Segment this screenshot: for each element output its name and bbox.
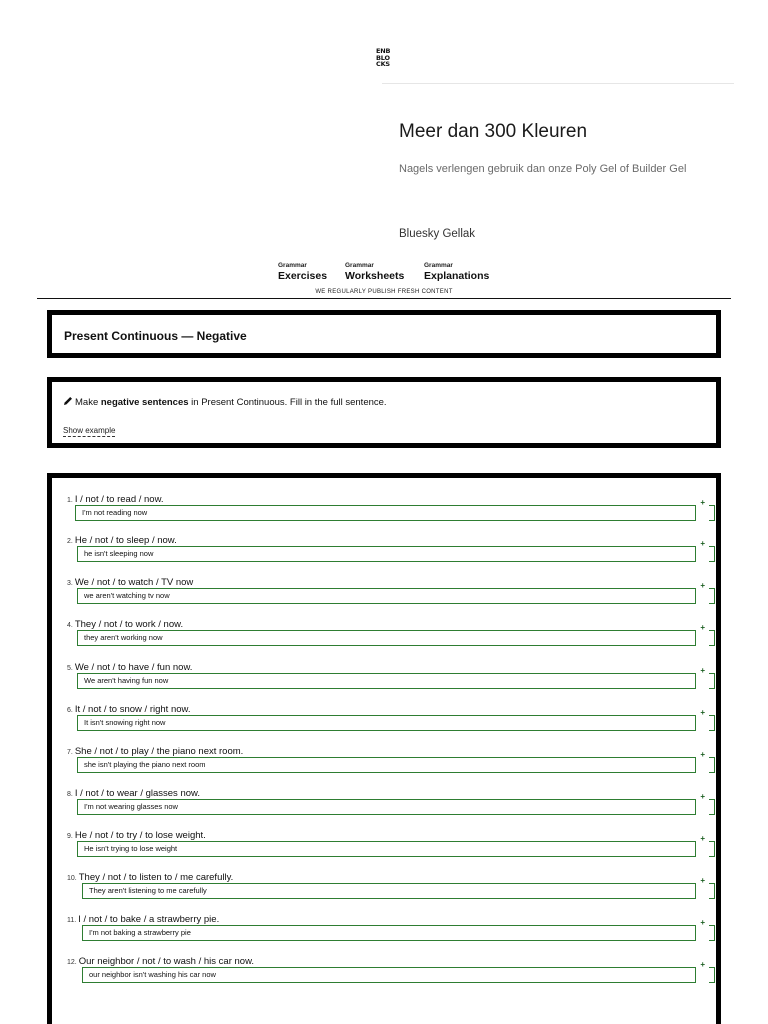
question-text: She / not / to play / the piano next room. <box>74 746 244 757</box>
question-text: I / not / to bake / a strawberry pie. <box>78 914 220 925</box>
instructions-prefix: Make <box>75 397 101 408</box>
page-title: Present Continuous — Negative <box>64 329 247 343</box>
answer-field[interactable]: I'm not wearing glasses now <box>77 799 696 815</box>
question-row <box>62 872 712 902</box>
logo-line: CKS <box>376 60 390 68</box>
question-row <box>62 788 712 818</box>
answer-field[interactable]: I'm not baking a strawberry pie <box>82 925 696 941</box>
site-logo[interactable] <box>376 48 396 68</box>
question-number: 4. <box>67 622 73 629</box>
question-row <box>62 746 712 776</box>
question-row <box>62 662 712 692</box>
plus-icon[interactable]: + <box>700 498 705 507</box>
field-bracket <box>709 757 715 773</box>
plus-icon[interactable]: + <box>700 708 705 717</box>
question-text: We / not / to have / fun now. <box>74 662 193 673</box>
field-bracket <box>709 673 715 689</box>
question-text: Our neighbor / not / to wash / his car now. <box>78 956 255 967</box>
instructions-box <box>47 377 721 448</box>
question-row <box>62 830 712 860</box>
field-bracket <box>709 841 715 857</box>
question-row <box>62 619 712 649</box>
plus-icon[interactable]: + <box>700 539 705 548</box>
nav-item-small-label: Grammar <box>424 262 453 269</box>
nav-item-worksheets[interactable] <box>345 262 404 282</box>
question-row <box>62 956 712 986</box>
field-bracket <box>709 505 715 521</box>
question-prompt <box>67 704 191 715</box>
answer-field[interactable]: They aren't listening to me carefully <box>82 883 696 899</box>
plus-icon[interactable]: + <box>700 792 705 801</box>
nav-item-label: Explanations <box>424 270 490 282</box>
question-number: 1. <box>67 497 73 504</box>
question-prompt <box>67 788 200 799</box>
field-bracket <box>709 546 715 562</box>
answer-field[interactable]: We aren't having fun now <box>77 673 696 689</box>
answer-field[interactable]: He isn't trying to lose weight <box>77 841 696 857</box>
question-number: 3. <box>67 580 73 587</box>
header-divider <box>37 298 731 299</box>
nav-item-exercises[interactable] <box>278 262 327 282</box>
ad-subtitle[interactable]: Nagels verlengen gebruik dan onze Poly Gel of Builder Gel <box>399 163 687 175</box>
question-number: 10. <box>67 875 77 882</box>
field-bracket <box>709 588 715 604</box>
answer-field[interactable]: we aren't watching tv now <box>77 588 696 604</box>
answer-field[interactable]: she isn't playing the piano next room <box>77 757 696 773</box>
question-prompt <box>67 619 183 630</box>
question-prompt <box>67 914 219 925</box>
answer-field[interactable]: he isn't sleeping now <box>77 546 696 562</box>
question-number: 11. <box>67 917 77 924</box>
plus-icon[interactable]: + <box>700 834 705 843</box>
question-number: 7. <box>67 749 73 756</box>
question-row <box>62 914 712 944</box>
question-number: 6. <box>67 707 73 714</box>
field-bracket <box>709 967 715 983</box>
field-bracket <box>709 715 715 731</box>
question-prompt <box>67 872 233 883</box>
question-row <box>62 494 712 524</box>
question-row <box>62 535 712 565</box>
question-text: They / not / to listen to / me carefully. <box>78 872 234 883</box>
instructions-bold: negative sentences <box>100 397 189 408</box>
nav-item-label: Worksheets <box>345 270 405 282</box>
question-text: He / not / to try / to lose weight. <box>74 830 206 841</box>
question-number: 9. <box>67 833 73 840</box>
instructions-suffix: in Present Continuous. Fill in the full sentence. <box>188 397 387 408</box>
question-text: We / not / to watch / TV now <box>74 577 194 588</box>
question-row <box>62 704 712 734</box>
answer-field[interactable]: It isn't snowing right now <box>77 715 696 731</box>
plus-icon[interactable]: + <box>700 623 705 632</box>
question-prompt <box>67 535 177 546</box>
question-prompt <box>67 494 164 505</box>
question-prompt <box>67 577 193 588</box>
question-number: 2. <box>67 538 73 545</box>
answer-field[interactable]: our neighbor isn't washing his car now <box>82 967 696 983</box>
ad-brand[interactable]: Bluesky Gellak <box>399 228 476 240</box>
plus-icon[interactable]: + <box>700 918 705 927</box>
question-text: It / not / to snow / right now. <box>74 704 191 715</box>
question-text: I / not / to read / now. <box>74 494 164 505</box>
pencil-icon <box>63 396 73 406</box>
ad-title[interactable]: Meer dan 300 Kleuren <box>399 121 588 142</box>
field-bracket <box>709 799 715 815</box>
logo-line: BLO <box>376 53 390 62</box>
question-text: They / not / to work / now. <box>74 619 184 630</box>
plus-icon[interactable]: + <box>700 666 705 675</box>
nav-item-small-label: Grammar <box>345 262 374 269</box>
plus-icon[interactable]: + <box>700 960 705 969</box>
answer-field[interactable]: I'm not reading now <box>75 505 696 521</box>
nav-item-small-label: Grammar <box>278 262 307 269</box>
question-prompt <box>67 746 243 757</box>
plus-icon[interactable]: + <box>700 581 705 590</box>
nav-item-label: Exercises <box>278 270 328 282</box>
answer-field[interactable]: they aren't working now <box>77 630 696 646</box>
question-number: 5. <box>67 665 73 672</box>
question-number: 12. <box>67 959 77 966</box>
question-prompt <box>67 662 192 673</box>
plus-icon[interactable]: + <box>700 876 705 885</box>
nav-item-explanations[interactable] <box>424 262 489 282</box>
question-prompt <box>67 830 206 841</box>
field-bracket <box>709 925 715 941</box>
instructions-text <box>63 396 387 408</box>
show-example-link[interactable]: Show example <box>63 426 116 435</box>
exercise-box <box>47 473 721 1024</box>
nav-tagline: WE REGULARLY PUBLISH FRESH CONTENT <box>315 289 453 295</box>
question-text: I / not / to wear / glasses now. <box>74 788 200 799</box>
question-text: He / not / to sleep / now. <box>74 535 177 546</box>
field-bracket <box>709 883 715 899</box>
question-row <box>62 577 712 607</box>
page-title-box <box>47 310 721 358</box>
ad-divider <box>382 83 734 84</box>
logo-line: ENB <box>376 47 391 55</box>
field-bracket <box>709 630 715 646</box>
question-prompt <box>67 956 254 967</box>
question-number: 8. <box>67 791 73 798</box>
plus-icon[interactable]: + <box>700 750 705 759</box>
